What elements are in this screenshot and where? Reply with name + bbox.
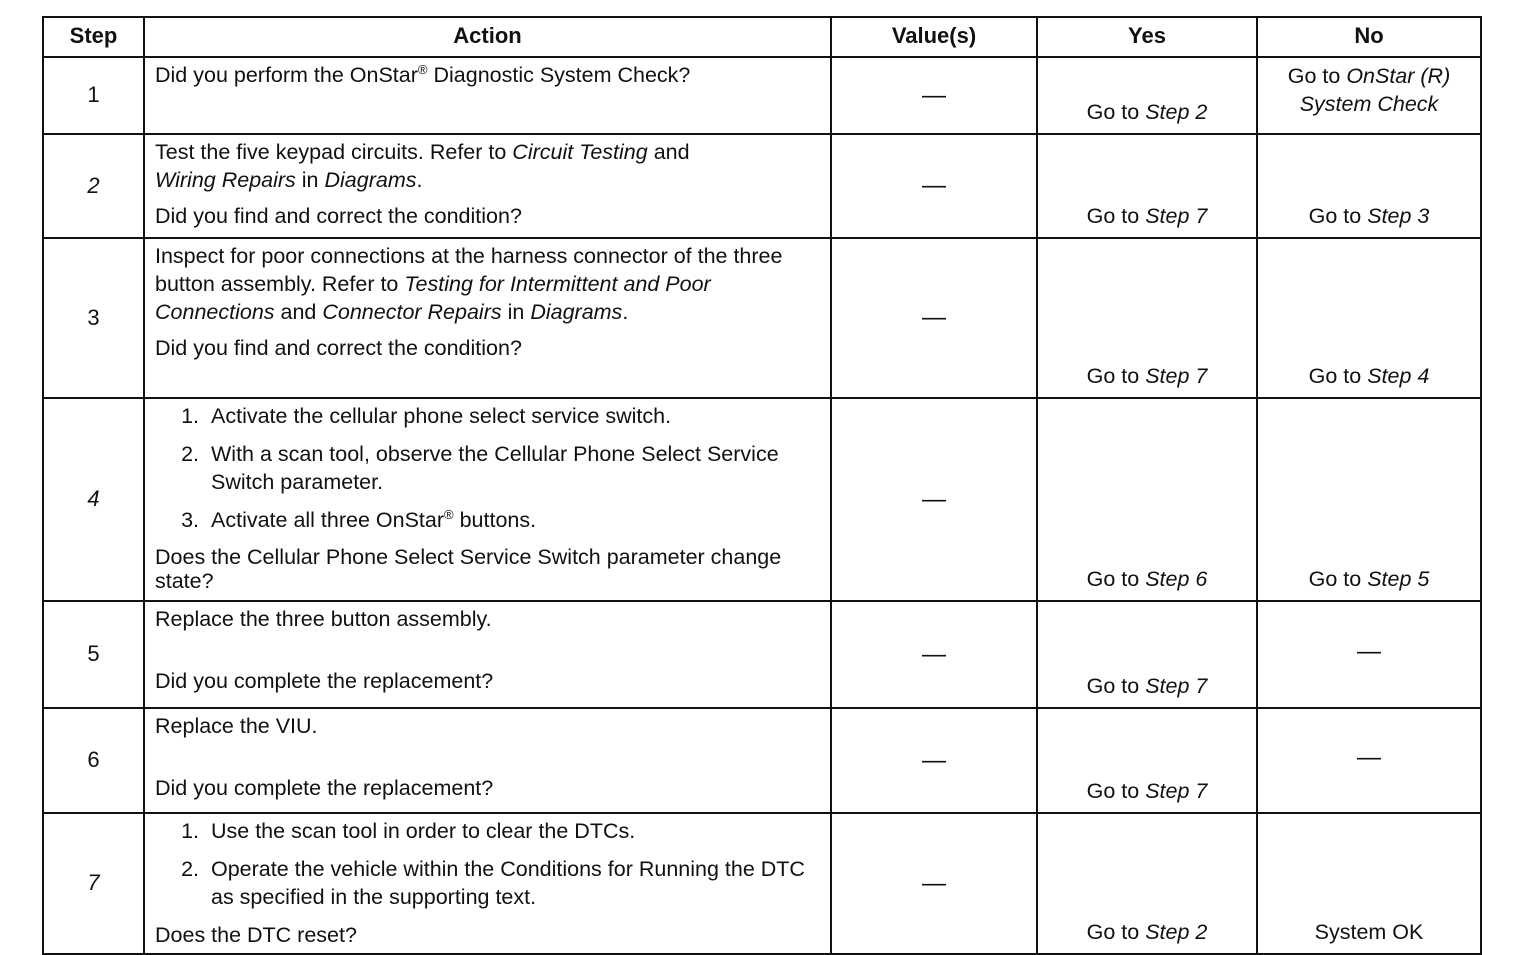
action-question: Did you complete the replacement?	[155, 775, 494, 800]
header-row	[43, 17, 1481, 57]
step-number: 6	[43, 708, 144, 813]
list-item: 3. Activate all three OnStar® buttons.	[205, 507, 820, 535]
value-cell: —	[831, 398, 1037, 601]
action-question: Does the DTC reset?	[155, 922, 357, 947]
list-item: 2. Operate the vehicle within the Conditions for Running the DTC as specified in the supporting text.	[205, 856, 820, 912]
yes-cell: Go to Step 7	[1037, 601, 1257, 708]
action-instruction: Test the five keypad circuits. Refer to Circuit Testing and Wiring Repairs in Diagrams.	[155, 140, 690, 192]
action-question: Did you find and correct the condition?	[155, 335, 522, 360]
no-cell: —	[1257, 708, 1481, 813]
action-question: Does the Cellular Phone Select Service Switch parameter change state?	[155, 544, 782, 594]
step-number: 5	[43, 601, 144, 708]
action-list	[155, 818, 820, 912]
action-question: Did you perform the OnStar® Diagnostic System Check?	[155, 61, 691, 87]
action-cell	[144, 57, 831, 134]
diagnostic-table	[42, 16, 1482, 955]
action-question: Did you find and correct the condition?	[155, 203, 522, 228]
header-yes: Yes	[1037, 17, 1257, 57]
step-number: 3	[43, 238, 144, 398]
table-row	[43, 57, 1481, 134]
step-number: 2	[43, 134, 144, 238]
yes-cell: Go to Step 6	[1037, 398, 1257, 601]
no-cell: Go to OnStar (R) System Check	[1257, 57, 1481, 134]
header-no: No	[1257, 17, 1481, 57]
action-question: Did you complete the replacement?	[155, 668, 494, 693]
step-number: 1	[43, 57, 144, 134]
no-cell: Go to Step 3	[1257, 134, 1481, 238]
yes-cell: Go to Step 2	[1037, 57, 1257, 134]
step-number: 4	[43, 398, 144, 601]
action-cell	[144, 238, 831, 398]
table-row	[43, 601, 1481, 708]
no-cell: Go to Step 5	[1257, 398, 1481, 601]
no-cell: —	[1257, 601, 1481, 708]
table-row	[43, 708, 1481, 813]
action-cell	[144, 708, 831, 813]
yes-cell: Go to Step 7	[1037, 708, 1257, 813]
table-row	[43, 813, 1481, 954]
action-instruction: Replace the three button assembly.	[155, 607, 492, 631]
value-cell: —	[831, 708, 1037, 813]
action-cell	[144, 134, 831, 238]
list-item: 1. Activate the cellular phone select service switch.	[205, 403, 820, 431]
action-cell	[144, 601, 831, 708]
action-instruction: Inspect for poor connections at the harness connector of the three button assembly. Refer to Testing for Intermittent and Poor Connections and Connector Repairs in Diagrams.	[155, 244, 783, 324]
header-action: Action	[144, 17, 831, 57]
value-cell: —	[831, 238, 1037, 398]
table-row	[43, 134, 1481, 238]
no-cell: Go to Step 4	[1257, 238, 1481, 398]
action-list	[155, 403, 820, 535]
step-number: 7	[43, 813, 144, 954]
value-cell: —	[831, 813, 1037, 954]
table-row	[43, 398, 1481, 601]
table-row	[43, 238, 1481, 398]
yes-cell: Go to Step 7	[1037, 134, 1257, 238]
yes-cell: Go to Step 7	[1037, 238, 1257, 398]
list-item: 2. With a scan tool, observe the Cellular Phone Select Service Switch parameter.	[205, 441, 820, 497]
value-cell: —	[831, 57, 1037, 134]
action-cell	[144, 398, 831, 601]
action-instruction: Replace the VIU.	[155, 714, 318, 738]
diagnostic-table-container	[42, 16, 1480, 955]
action-cell	[144, 813, 831, 954]
header-step: Step	[43, 17, 144, 57]
header-values: Value(s)	[831, 17, 1037, 57]
list-item: 1. Use the scan tool in order to clear the DTCs.	[205, 818, 820, 846]
no-cell: System OK	[1257, 813, 1481, 954]
value-cell: —	[831, 601, 1037, 708]
value-cell: —	[831, 134, 1037, 238]
yes-cell: Go to Step 2	[1037, 813, 1257, 954]
